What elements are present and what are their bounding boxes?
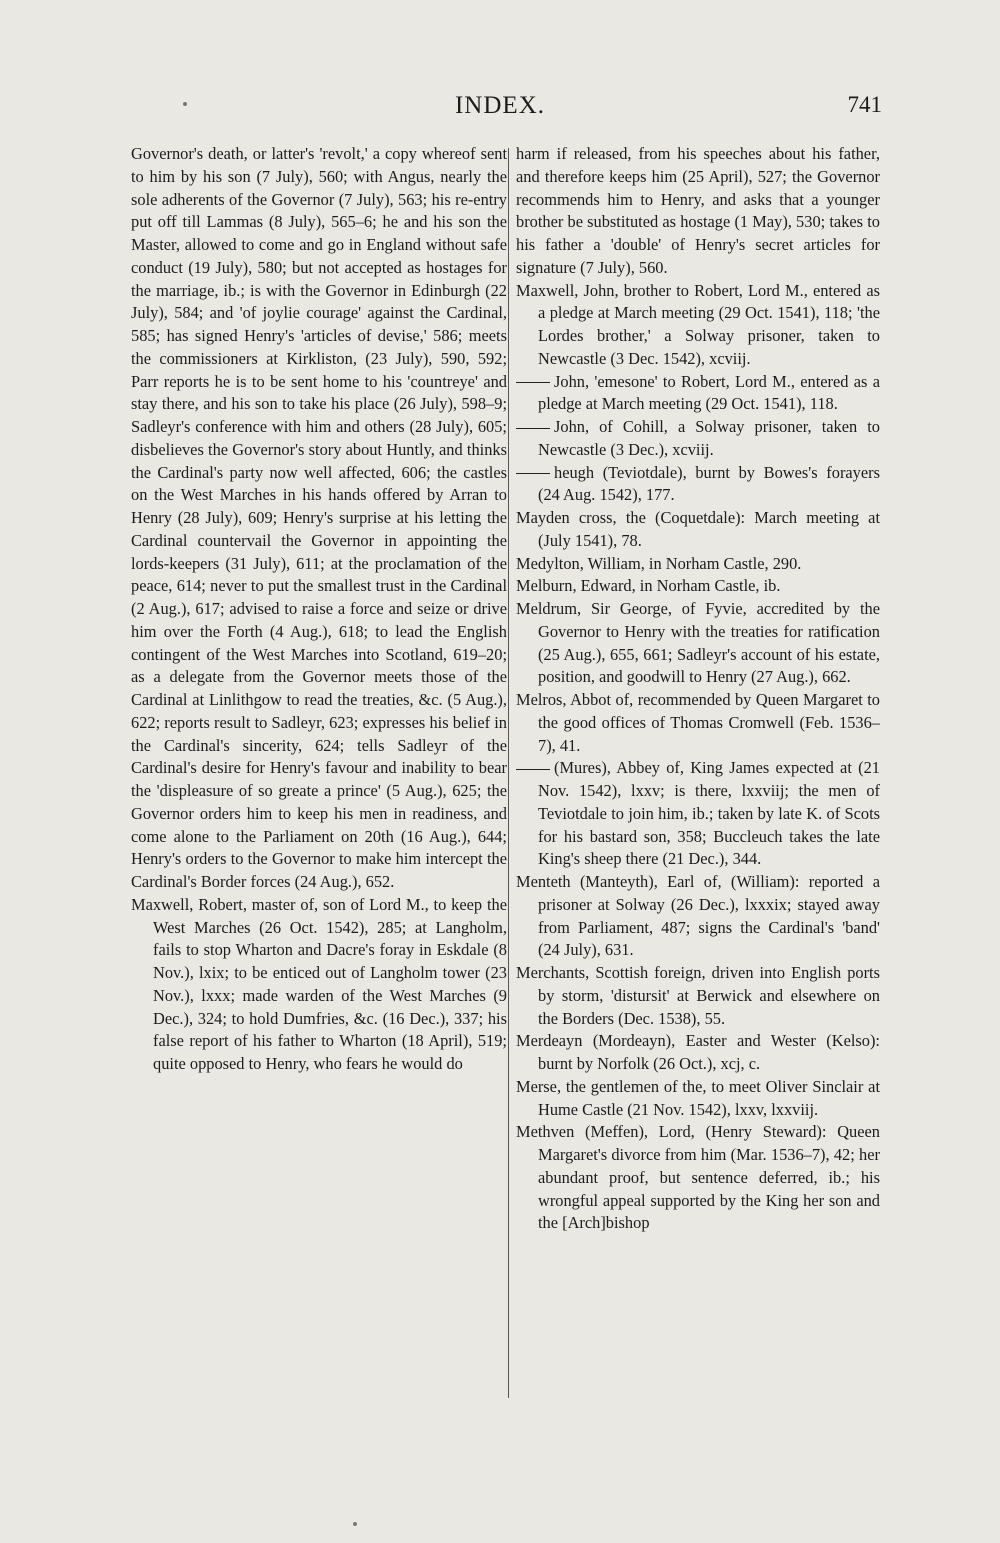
repeat-dash	[516, 769, 550, 770]
repeat-dash	[516, 382, 550, 383]
index-entry-melros-abbot: Melros, Abbot of, recommended by Queen Margaret to the good offices of Thomas Cromwell (Feb. 1536–7), 41.	[516, 690, 880, 755]
left-column	[131, 143, 507, 1076]
subentry-text: John, 'emesone' to Robert, Lord M., entered as a pledge at March meeting (29 Oct. 1541), 118.	[538, 371, 880, 414]
running-title: INDEX.	[454, 92, 545, 119]
subentry-text: (Mures), Abbey of, King James expected at (21 Nov. 1542), lxxv; is there, lxxviij; the men of Teviotdale to join him, ib.; taken by late K. of Scots for his bastard son, 358; Buccleuch takes the late King's sheep there (21 Dec.), 344.	[538, 758, 880, 869]
index-entry-medylton: Medylton, William, in Norham Castle, 290.	[516, 553, 802, 573]
index-entry-merchants: Merchants, Scottish foreign, driven into English ports by storm, 'distursit' at Berwick and elsewhere on the Borders (Dec. 1538), 55.	[516, 963, 880, 1028]
subentry-text: John, of Cohill, a Solway prisoner, taken to Newcastle (3 Dec.), xcviij.	[538, 417, 880, 459]
index-subentry-john-emesone	[516, 371, 880, 417]
index-subentry-mures-abbey	[516, 757, 880, 871]
index-entry-menteth: Menteth (Manteyth), Earl of, (William): reported a prisoner at Solway (26 Dec.), lxxxix; stayed away from Parliament, 487; signs the Cardinal's 'band' (24 July), 631.	[516, 872, 880, 960]
index-entry-merse: Merse, the gentlemen of the, to meet Oliver Sinclair at Hume Castle (21 Nov. 1542), lxxv, lxxviij.	[516, 1076, 880, 1119]
index-entry-maxwell-john: Maxwell, John, brother to Robert, Lord M., entered as a pledge at March meeting (29 Oct. 1541), 118; 'the Lordes brother,' a Solway prisoner, taken to Newcastle (3 Dec. 1542), xcviij.	[516, 280, 880, 368]
index-entry-meldrum: Meldrum, Sir George, of Fyvie, accredited by the Governor to Henry with the treaties for ratification (25 Aug.), 655, 661; Sadleyr's account of his estate, position, and goodwill to Henry (27 Aug.), 662.	[516, 599, 880, 687]
index-entry-continuation: Governor's death, or latter's 'revolt,' a copy whereof sent to him by his son (7 July), 560; with Angus, nearly the sole adherents of the Governor (7 July), 563; his re-entry put off till Lammas (8 July), 565–6; he and his son the Master, allowed to come and go in England without safe conduct (19 July), 580; but not accepted as hostages for the marriage, ib.; is with the Governor in Edinburgh (22 July), 584; and 'of joylie courage' against the Cardinal, 585; has signed Henry's 'articles of devise,' 586; meets the commissioners at Kirkliston, (23 July), 590, 592; Parr reports he is to be sent home to his 'countreye' and stay there, and his son to take his place (26 July), 598–9; Sadleyr's conference with him and others (28 July), 605; disbelieves the Governor's story about Huntly, and thinks the Cardinal's party now well affected, 606; the castles on the West Marches in his hands offered by Arran to Henry (28 July), 609; Henry's surprise at his letting the Cardinal countervail the Governor in appointing the lords-keepers (31 July), 611; at the proclamation of the peace, 614; never to put the smallest trust in the Cardinal (2 Aug.), 617; advised to raise a force and seize or drive him over the Forth (4 Aug.), 618; to lead the English contingent of the West Marches into Scotland, 619–20; as a delegate from the Governor meets those of the Cardinal at Linlithgow to read the treaties, &c. (5 Aug.), 622; reports result to Sadleyr, 623; expresses his belief in the Cardinal's sincerity, 624; tells Sadleyr of the Cardinal's desire for Henry's favour and inability to bear the 'displeasure of so greate a prince' (5 Aug.), 625; the Governor orders him to keep his men in readiness, and come alone to the Parliament on 20th (16 Aug.), 644; Henry's orders to the Governor to make him intercept the Cardinal's Border forces (24 Aug.), 652.	[131, 144, 507, 891]
print-speck	[353, 1522, 357, 1526]
index-subentry-john-cohill	[516, 416, 880, 462]
index-entry-methven: Methven (Meffen), Lord, (Henry Steward): Queen Margaret's divorce from him (Mar. 1536–7), 42; her abundant proof, but sentence deferred, ib.; his wrongful appeal supported by the King her son and the [Arch]bishop	[516, 1122, 880, 1233]
column-divider	[508, 148, 509, 1398]
index-entry-mayden-cross: Mayden cross, the (Coquetdale): March meeting at (July 1541), 78.	[516, 508, 880, 550]
index-entry-continuation: harm if released, from his speeches about his father, and therefore keeps him (25 April), 527; the Governor recommends him to Henry, and asks that a younger brother be substituted as hostage (1 May), 530; takes to his father a 'double' of Henry's secret articles for signature (7 July), 560.	[516, 144, 880, 277]
repeat-dash	[516, 473, 550, 474]
print-speck	[183, 102, 187, 106]
index-entry-maxwell-robert-master: Maxwell, Robert, master of, son of Lord M., to keep the West Marches (26 Oct. 1542), 285; at Langholm, fails to stop Wharton and Dacre's foray in Eskdale (8 Nov.), lxix; to be enticed out of Langholm tower (23 Nov.), lxxx; made warden of the West Marches (9 Dec.), 324; to hold Dumfries, &c. (16 Dec.), 337; his false report of his father to Wharton (18 April), 519; quite opposed to Henry, who fears he would do	[131, 894, 507, 1073]
subentry-text: heugh (Teviotdale), burnt by Bowes's forayers (24 Aug. 1542), 177.	[538, 462, 880, 505]
page-header	[0, 92, 1000, 126]
index-entry-melburn: Melburn, Edward, in Norham Castle, ib.	[516, 576, 781, 596]
index-subentry-heugh	[516, 462, 880, 508]
page-number: 741	[847, 92, 882, 117]
index-entry-merdeayn: Merdeayn (Mordeayn), Easter and Wester (Kelso): burnt by Norfolk (26 Oct.), xcj, c.	[516, 1031, 880, 1073]
repeat-dash	[516, 428, 550, 429]
right-column	[516, 143, 880, 1235]
